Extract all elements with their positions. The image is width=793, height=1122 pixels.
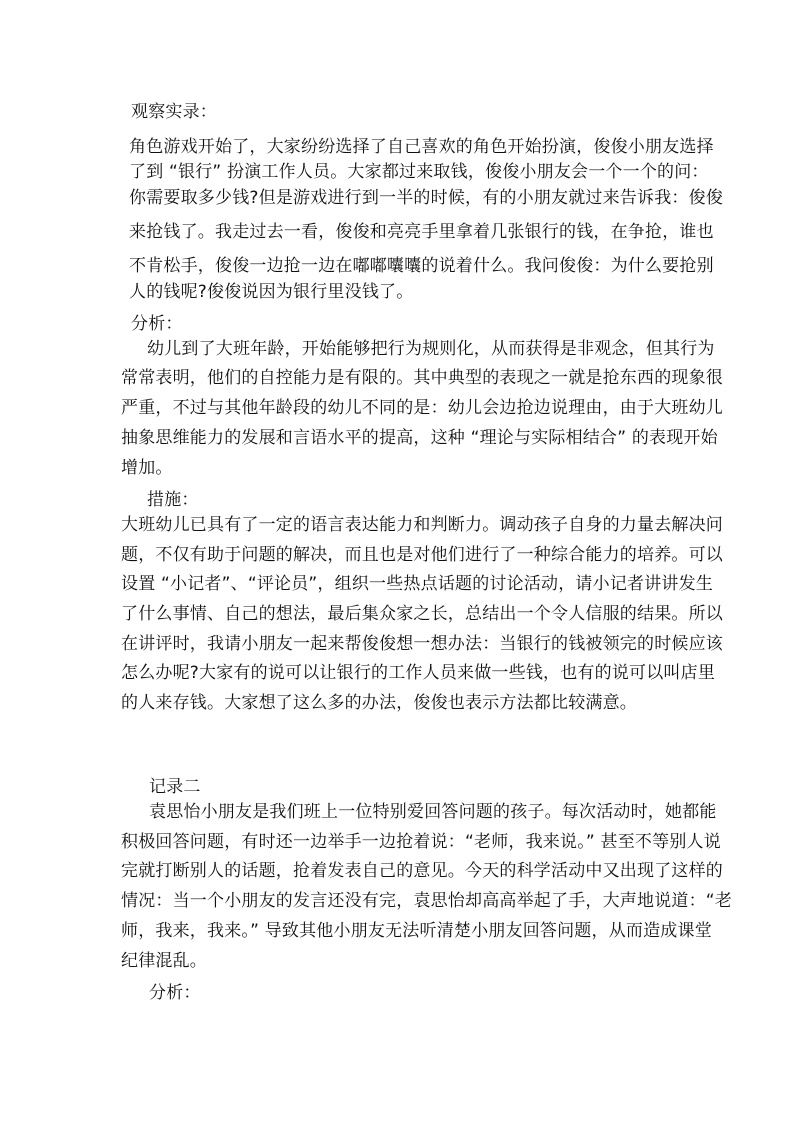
analysis-line-1: 幼儿到了大班年龄，开始能够把行为规则化，从而获得是非观念，但其行为 [147, 339, 715, 359]
analysis-line-3: 严重，不过与其他年龄段的幼儿不同的是：幼儿会边抢边说理由，由于大班幼儿 [121, 398, 723, 418]
measures-heading: 措施： [147, 490, 199, 510]
record-two-heading: 记录二 [149, 777, 201, 797]
analysis-line-2: 常常表明，他们的自控能力是有限的。其中典型的表现之一就是抢东西的现象很 [121, 368, 723, 388]
observation-line-3: 你需要取多少钱?但是游戏进行到一半的时候，有的小朋友就过来告诉我：俊俊 [129, 188, 724, 208]
observation-line-4: 来抢钱了。我走过去一看，俊俊和亮亮手里拿着几张银行的钱，在争抢，谁也 [129, 222, 714, 242]
measures-line-4: 了什么事情、自己的想法，最后集众家之长，总结出一个令人信服的结果。所以 [121, 604, 723, 624]
record-two-analysis-heading: 分析： [149, 983, 201, 1003]
observation-line-6: 人的钱呢?俊俊说因为银行里没钱了。 [129, 282, 414, 302]
observation-line-5: 不肯松手，俊俊一边抢一边在嘟嘟囔囔的说着什么。我问俊俊：为什么要抢别 [129, 256, 714, 276]
measures-line-3: 设置 “小记者”、“评论员”，组织一些热点话题的讨论活动，请小记者讲讲发生 [121, 574, 714, 594]
observation-heading: 观察实录： [131, 102, 217, 122]
measures-line-6: 怎么办呢?大家有的说可以让银行的工作人员来做一些钱，也有的说可以叫店里 [121, 663, 716, 683]
measures-line-7: 的人来存钱。大家想了这么多的办法，俊俊也表示方法都比较满意。 [121, 693, 637, 713]
record-line-6: 纪律混乱。 [121, 951, 207, 971]
analysis-line-4: 抽象思维能力的发展和言语水平的提高，这种 “理论与实际相结合” 的表现开始 [121, 428, 718, 448]
measures-line-1: 大班幼儿已具有了一定的语言表达能力和判断力。调动孩子自身的力量去解决问 [121, 515, 723, 535]
analysis-line-5: 增加。 [121, 458, 173, 478]
record-line-3: 完就打断别人的话题，抢着发表自己的意见。今天的科学活动中又出现了这样的 [121, 861, 723, 881]
analysis-heading: 分析： [131, 314, 183, 334]
record-line-1: 袁思怡小朋友是我们班上一位特别爱回答问题的孩子。每次活动时，她都能 [149, 802, 717, 822]
record-line-4: 情况：当一个小朋友的发言还没有完，袁思怡却高高举起了手，大声地说道：“老 [121, 891, 733, 911]
record-line-5: 师，我来，我来。” 导致其他小朋友无法听清楚小朋友回答问题，从而造成课堂 [121, 921, 712, 941]
observation-line-2: 了到 “银行” 扮演工作人员。大家都过来取钱，俊俊小朋友会一个一个的问： [129, 162, 709, 182]
observation-line-1: 角色游戏开始了，大家纷纷选择了自己喜欢的角色开始扮演，俊俊小朋友选择 [129, 137, 714, 157]
record-line-2: 积极回答问题，有时还一边举手一边抢着说：“老师，我来说。” 甚至不等别人说 [121, 832, 721, 852]
measures-line-2: 题，不仅有助于问题的解决，而且也是对他们进行了一种综合能力的培养。可以 [121, 545, 723, 565]
measures-line-5: 在讲评时，我请小朋友一起来帮俊俊想一想办法：当银行的钱被领完的时候应该 [121, 634, 723, 654]
